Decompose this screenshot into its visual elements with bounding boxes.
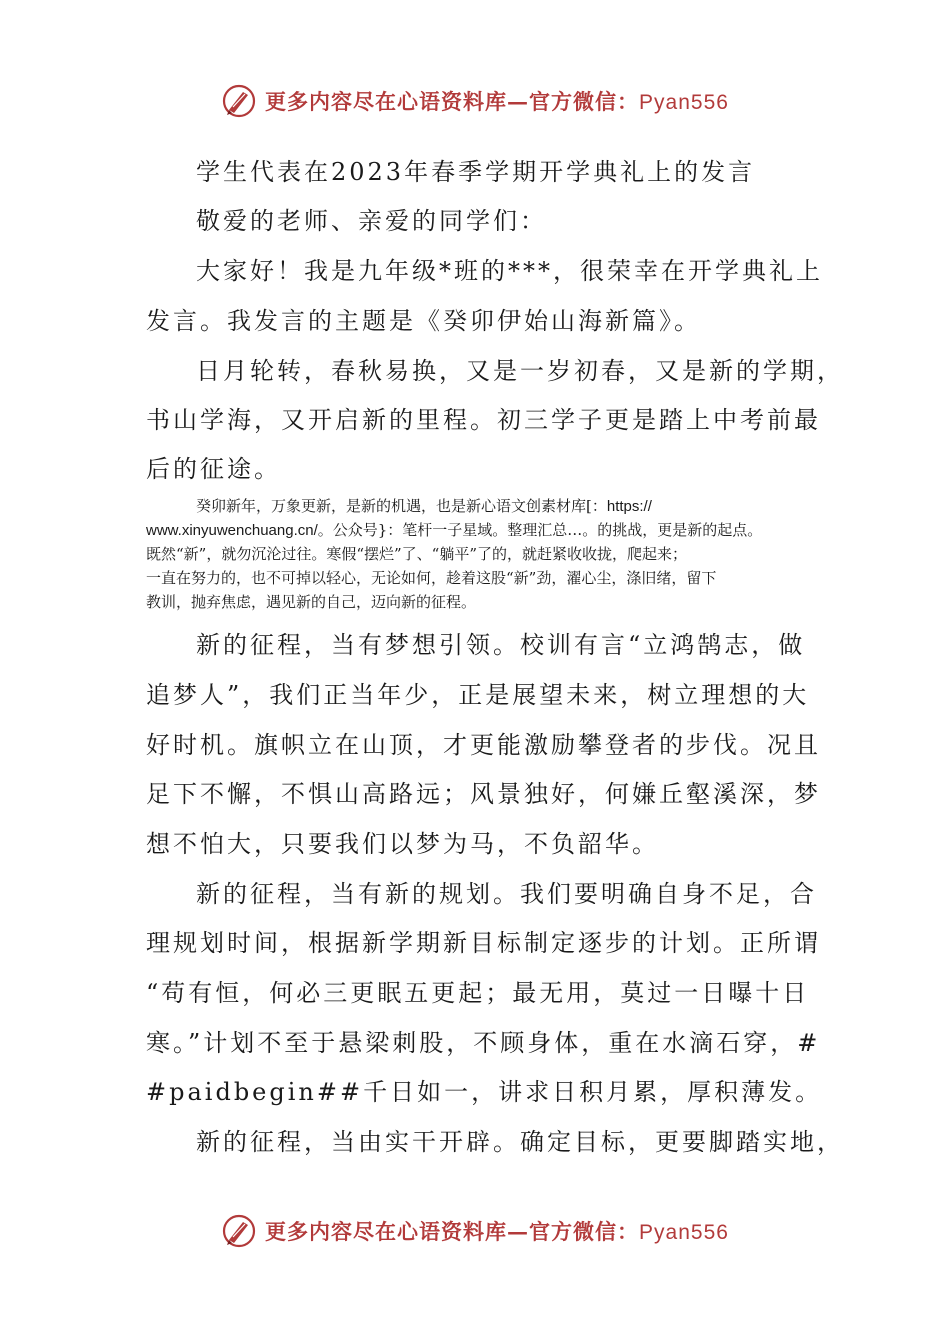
footer-banner (0, 1208, 950, 1254)
paragraph-line: 想不怕大，只要我们以梦为马，不负韶华。 (146, 830, 659, 858)
paragraph-line: 发言。我发言的主题是《癸卯伊始山海新篇》。 (146, 307, 701, 335)
paragraph-line: #paidbegin##千日如一，讲求日积月累，厚积薄发。 (146, 1078, 823, 1106)
small-paragraph-line: 既然“新”，就勿沉沦过往。寒假“摆烂”了、“躺平”了的，就赶紧收收拢，爬起来； (146, 545, 688, 563)
small-paragraph-line: www.xinyuwenchuang.cn/。公众号}：笔杆一子星域。整理汇总…。的挑战，更是新的起点。 (146, 521, 763, 539)
footer-wechat-id: Pyan556 (639, 1221, 729, 1244)
paragraph-line: 新的征程，当由实干开辟。确定目标，更要脚踏实地， (196, 1128, 844, 1156)
pen-in-circle-icon (221, 1213, 257, 1249)
url-fragment: www.xinyuwenchuang.cn/ (146, 522, 318, 539)
pen-in-circle-icon (221, 83, 257, 119)
footer-banner-text: 更多内容尽在心语资料库—官方微信：Pyan556 (265, 1219, 729, 1244)
small-paragraph-line: 一直在努力的，也不可掉以轻心，无论如何，趁着这股“新”劲，濯心尘，涤旧绪，留下 (146, 569, 717, 587)
paragraph-line: 后的征途。 (146, 455, 281, 483)
salutation: 敬爱的老师、亲爱的同学们： (196, 207, 547, 235)
paragraph-line: “苟有恒，何必三更眠五更起；最无用，莫过一日曝十日 (146, 979, 810, 1007)
paragraph-line: 理规划时间，根据新学期新目标制定逐步的计划。正所谓 (146, 929, 821, 957)
paragraph-line: 新的征程，当有梦想引领。校训有言“立鸿鹄志，做 (196, 631, 806, 659)
paragraph-line: 好时机。旗帜立在山顶，才更能激励攀登者的步伐。况且 (146, 731, 821, 759)
small-paragraph-line: 癸卯新年，万象更新，是新的机遇，也是新心语文创素材库[：https:// (196, 497, 652, 515)
header-wechat-id: Pyan556 (639, 91, 729, 114)
paragraph-line: 寒。”计划不至于悬梁刺股，不顾身体，重在水滴石穿，# (146, 1029, 821, 1057)
paragraph-line: 日月轮转，春秋易换，又是一岁初春，又是新的学期， (196, 357, 844, 385)
header-banner (0, 78, 950, 124)
header-banner-text: 更多内容尽在心语资料库—官方微信：Pyan556 (265, 89, 729, 114)
paragraph-line: 足下不懈，不惧山高路远；风景独好，何嫌丘壑溪深，梦 (146, 780, 821, 808)
small-paragraph-line: 教训，抛弃焦虑，遇见新的自己，迈向新的征程。 (146, 593, 477, 611)
paragraph-line: 书山学海，又开启新的里程。初三学子更是踏上中考前最 (146, 406, 821, 434)
paragraph-line: 大家好！我是九年级*班的***，很荣幸在开学典礼上 (196, 257, 823, 285)
url-fragment: https:// (606, 498, 652, 515)
paragraph-line: 新的征程，当有新的规划。我们要明确自身不足，合 (196, 880, 817, 908)
paragraph-line: 追梦人”，我们正当年少，正是展望未来，树立理想的大 (146, 681, 810, 709)
document-title: 学生代表在2023年春季学期开学典礼上的发言 (196, 158, 756, 186)
